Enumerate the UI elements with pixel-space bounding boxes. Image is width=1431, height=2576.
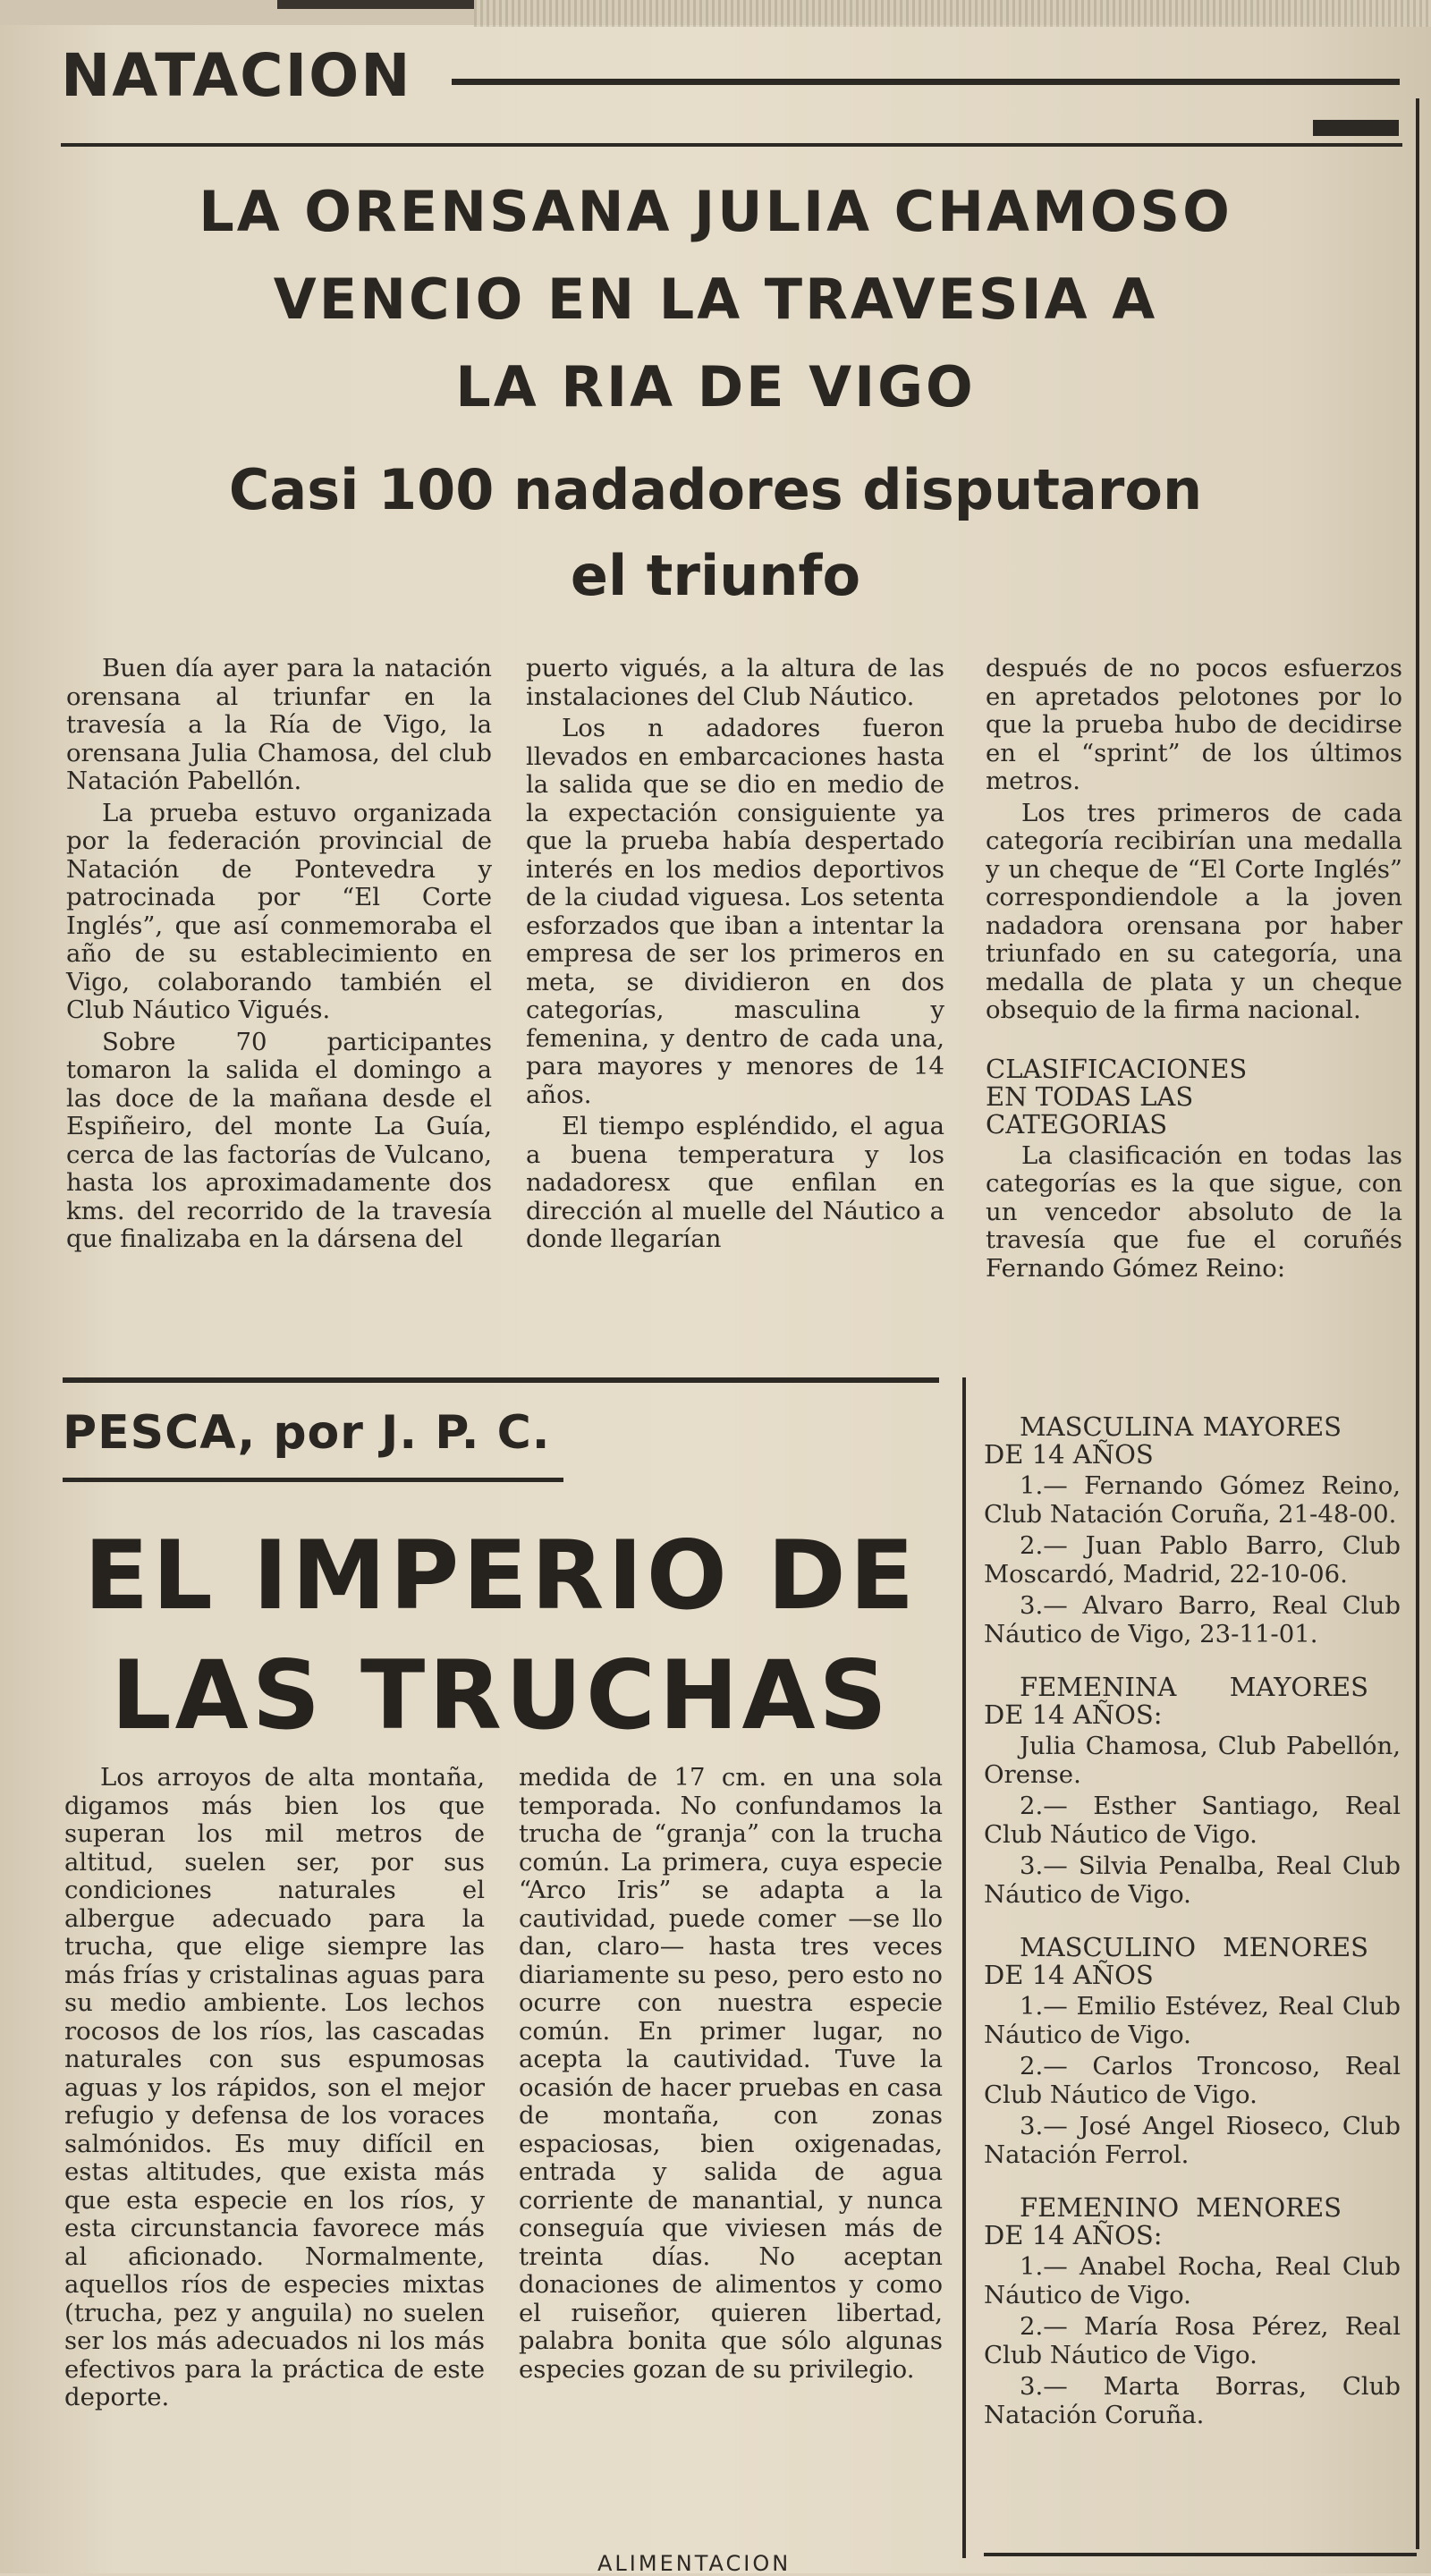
- classification-list: [984, 1413, 1401, 2429]
- result-entry: 1.— Fernando Gómez Reino, Club Natación Coruña, 21-48-00.: [984, 1471, 1401, 1529]
- category-title: MASCULINA MAYORES DE 14 AÑOS: [984, 1411, 1342, 1470]
- paragraph: después de no pocos esfuerzos en apretados pelotones por lo que la prueba hubo de decidirse en el “sprint” de los últimos metros.: [986, 654, 1402, 795]
- section-title: NATACION: [61, 41, 412, 110]
- pesca-rule-top: [63, 1377, 939, 1383]
- result-entry: 3.— Silvia Penalba, Real Club Náutico de Vigo.: [984, 1852, 1401, 1909]
- category-block: [984, 1413, 1401, 1648]
- paragraph: medida de 17 cm. en una sola temporada. No confundamos la trucha de “granja” con la trucha común. La primera, cuya especie “Arco Iris” se adapta a la cautividad, puede comer —se llo dan, claro— hasta tres veces diariamente su peso, pero esto no ocurre con nuestra especie común. En primer lugar, no acepta la cautividad. Tuve la ocasión de hacer pruebas en casa de montaña, con zonas espaciosas, bien oxigenadas, entrada y salida de agua corriente de manantial, y nunca conseguía que viviesen más de treinta días. No aceptan donaciones de alimentos y como el ruiseñor, quieren libertad, palabra bonita que sólo algunas especies gozan de su privilegio.: [519, 1763, 943, 2384]
- paragraph: puerto vigués, a la altura de las instalaciones del Club Náutico.: [526, 654, 944, 711]
- result-entry: 3.— José Angel Rioseco, Club Natación Ferrol.: [984, 2112, 1401, 2169]
- result-entry: 2.— Juan Pablo Barro, Club Moscardó, Madrid, 22-10-06.: [984, 1531, 1401, 1589]
- pesca-section-label: PESCA, por J. P. C.: [63, 1406, 551, 1460]
- paragraph: El tiempo espléndido, el agua a buena temperatura y los nadadoresx que enfilan en dirección al muelle del Náutico a donde llegarían: [526, 1112, 944, 1253]
- paragraph: Sobre 70 participantes tomaron la salida el domingo a las doce de la mañana desde el Espiñeiro, del monte La Guía, cerca de las factorías de Vulcano, hasta los aproximadamente dos kms. del recorrido de la travesía que finalizaba en la dársena del: [66, 1027, 492, 1253]
- headline-line-2: VENCIO EN LA TRAVESIA A: [273, 267, 1158, 332]
- footer-fragment: ALIMENTACION: [597, 2551, 792, 2576]
- top-edge-strip: [0, 0, 1431, 25]
- result-entry: 1.— Emilio Estévez, Real Club Náutico de Vigo.: [984, 1992, 1401, 2049]
- result-entry: 2.— Carlos Troncoso, Real Club Náutico de Vigo.: [984, 2052, 1401, 2109]
- category-block: [984, 2194, 1401, 2429]
- subhead-line-2: el triunfo: [570, 543, 861, 608]
- result-entry: 2.— Esther Santiago, Real Club Náutico de Vigo.: [984, 1792, 1401, 1849]
- paragraph: La prueba estuvo organizada por la federación provincial de Natación de Pontevedra y patrocinada por “El Corte Inglés”, que así conmemoraba el año de su establecimiento en Vigo, colaborando también el Club Náutico Vigués.: [66, 798, 492, 1024]
- category-title: FEMENINA MAYORES DE 14 AÑOS:: [984, 1672, 1368, 1730]
- pesca-headline-line-1: EL IMPERIO DE: [83, 1521, 919, 1631]
- pesca-rule-bottom: [63, 1478, 563, 1482]
- category-block: [984, 1934, 1401, 2169]
- article-column-1: [66, 655, 492, 1254]
- main-headline: [36, 168, 1395, 431]
- dark-bar: [277, 0, 474, 9]
- subhead-line-1: Casi 100 nadadores disputaron: [228, 457, 1203, 522]
- headline-line-3: LA RIA DE VIGO: [455, 354, 976, 419]
- result-entry: 1.— Anabel Rocha, Real Club Náutico de Vigo.: [984, 2252, 1401, 2309]
- pesca-column-1: [64, 1764, 485, 2412]
- paragraph: Los tres primeros de cada categoría recibirían una medalla y un cheque de “El Corte Inglés” correspondiendole a la joven nadadora orensana por haber triunfado en su categoría, una medalla de plata y un cheque obsequio de la firma nacional.: [986, 798, 1402, 1024]
- classification-heading: CLASIFICACIONES EN TODAS LAS CATEGORIAS: [986, 1053, 1248, 1140]
- result-entry: 2.— María Rosa Pérez, Real Club Náutico de Vigo.: [984, 2312, 1401, 2369]
- paragraph: Los n adadores fueron llevados en embarcaciones hasta la salida que se dio en medio de la expectación consiguiente ya que la prueba había despertado interés en los medios deportivos de la ciudad viguesa. Los setenta esforzados que iban a intentar la empresa de ser los primeros en meta, se dividieron en dos categorías, masculina y femenina, y dentro de cada una, para mayores y menores de 14 años.: [526, 714, 944, 1109]
- classification-rule-left: [962, 1377, 966, 2558]
- paragraph: Los arroyos de alta montaña, digamos más bien los que superan los mil metros de altitud, suelen ser, por sus condiciones naturales el albergue adecuado para la trucha, que elige siempre las más frías y cristalinas aguas para su medio ambiente. Los lechos rocosos de los ríos, las cascadas naturales con sus espumosas aguas y los rápidos, son el mejor refugio y defensa de los voraces salmónidos. Es muy difícil en estas altitudes, que exista más que esta especie en los ríos, y esta circunstancia favorece más al aficionado. Normalmente, aquellos ríos de especies mixtas (trucha, pez y anguila) no suelen ser los más adecuados ni los más efectivos para la práctica de este deporte.: [64, 1763, 485, 2411]
- section-rule-marker: [1313, 120, 1399, 136]
- headline-line-1: LA ORENSANA JULIA CHAMOSO: [199, 179, 1232, 244]
- classification-rule-bottom: [984, 2553, 1417, 2556]
- pesca-headline-line-2: LAS TRUCHAS: [111, 1640, 891, 1750]
- paragraph: Buen día ayer para la natación orensana al triunfar en la travesía a la Ría de Vigo, la orensana Julia Chamosa, del club Natación Pabellón.: [66, 654, 492, 795]
- section-rule-top: [452, 79, 1400, 85]
- category-title: MASCULINO MENORES DE 14 AÑOS: [984, 1932, 1368, 1990]
- result-entry: 3.— Marta Borras, Club Natación Coruña.: [984, 2372, 1401, 2429]
- pesca-headline: [54, 1516, 948, 1756]
- category-block: [984, 1674, 1401, 1909]
- pesca-column-2: [519, 1764, 943, 2384]
- category-title: FEMENINO MENORES DE 14 AÑOS:: [984, 2192, 1342, 2250]
- result-entry: 3.— Alvaro Barro, Real Club Náutico de Vigo, 23-11-01.: [984, 1591, 1401, 1648]
- article-column-2: [526, 655, 944, 1254]
- result-entry: Julia Chamosa, Club Pabellón, Orense.: [984, 1732, 1401, 1789]
- section-rule-bottom: [61, 143, 1402, 147]
- subheadline: [36, 447, 1395, 619]
- halftone-strip: [474, 0, 1431, 27]
- column-rule-right: [1416, 98, 1419, 2549]
- classification-intro: La clasificación en todas las categorías es la que sigue, con un vencedor absoluto de la travesía que fue el coruñés Fernando Gómez Reino:: [986, 1140, 1402, 1283]
- article-column-3: [986, 655, 1402, 1283]
